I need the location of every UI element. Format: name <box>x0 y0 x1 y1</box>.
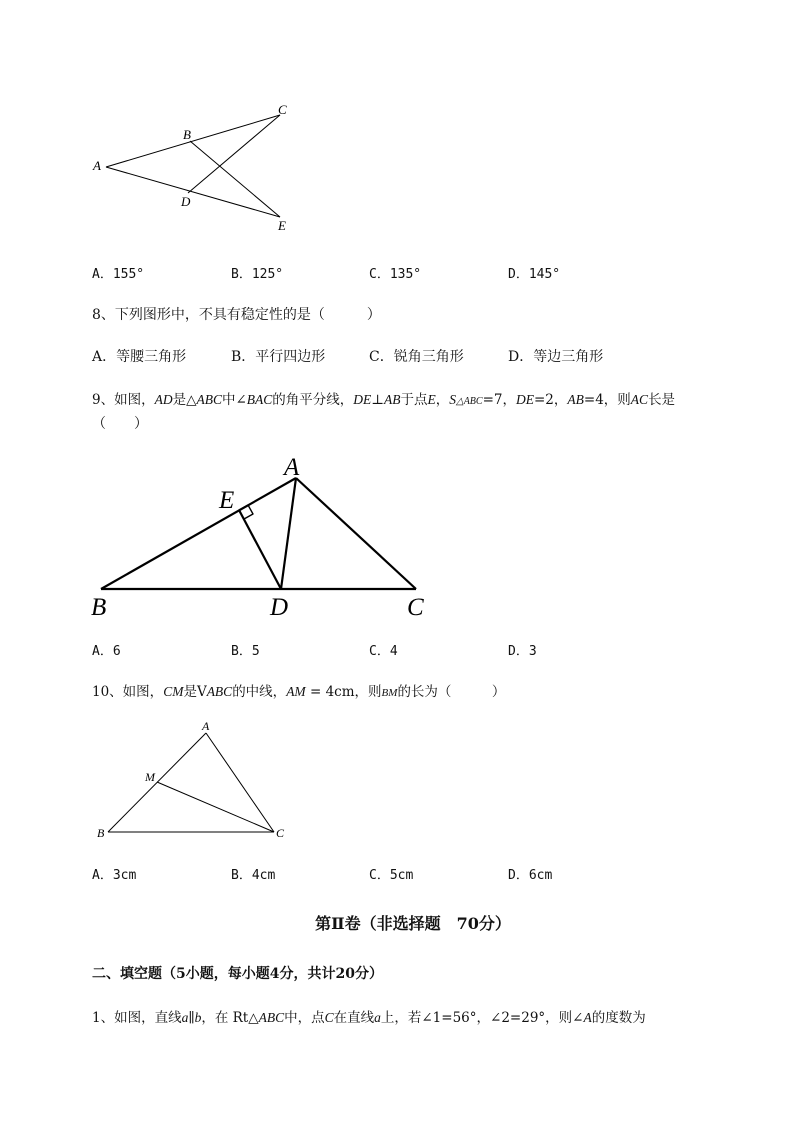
q10-option-d: D．6cm <box>508 868 553 883</box>
label-B: B <box>97 826 105 840</box>
q10-option-a: A．3cm <box>92 868 137 883</box>
q8-option-c: C．锐角三角形 <box>369 349 464 365</box>
label-B: B <box>91 594 107 621</box>
q10-option-c: C．5cm <box>369 868 414 883</box>
label-C: C <box>407 594 424 621</box>
line-AE <box>106 167 280 217</box>
line-AD <box>281 478 296 589</box>
label-E: E <box>219 487 235 514</box>
line-AC <box>106 115 280 167</box>
label-M: M <box>145 770 155 784</box>
line-DC <box>188 115 280 193</box>
q9-blank: （ ） <box>92 416 148 432</box>
line-AC <box>296 478 416 589</box>
q8-stem: 8、下列图形中，不具有稳定性的是（ ） <box>92 307 381 323</box>
q8-option-a: A．等腰三角形 <box>92 349 187 365</box>
label-C: C <box>276 826 285 840</box>
q9-stem: 9、如图，AD是△ABC中∠BAC的角平分线，DE⊥AB于点E，S△ABC=7，DE=2，AB=4，则AC长是 <box>92 392 676 408</box>
label-D: D <box>270 594 289 621</box>
q10-option-b: B．4cm <box>231 868 276 883</box>
q8-option-b: B．平行四边形 <box>231 349 326 365</box>
q7-option-c: C．135° <box>369 267 422 282</box>
q7-option-d: D．145° <box>508 267 561 282</box>
q10-stem: 10、如图，CM是VABC的中线，AM = 4cm，则BM的长为（ ） <box>92 684 506 700</box>
q9-option-d: D．3 <box>508 644 537 659</box>
label-A: A <box>284 454 300 481</box>
q9-option-a: A．6 <box>92 644 121 659</box>
line-BA <box>101 478 296 589</box>
q8-option-d: D．等边三角形 <box>508 349 604 365</box>
label-B: B <box>183 127 191 142</box>
figure-q10 <box>90 715 300 845</box>
line-BE <box>190 141 280 217</box>
line-ED <box>239 510 281 589</box>
q9-option-b: B．5 <box>231 644 260 659</box>
label-A: A <box>93 158 101 173</box>
fill-q1-stem: 1、如图，直线a∥b，在 Rt△ABC中，点C在直线a上，若∠1=56°，∠2=29°，则∠A的度数为 <box>92 1010 646 1026</box>
figure-q7 <box>80 95 310 240</box>
label-C: C <box>278 102 287 117</box>
label-E: E <box>278 218 286 233</box>
q7-option-b: B．125° <box>231 267 284 282</box>
fill-section-header: 二、填空题（5小题，每小题4分，共计20分） <box>92 966 383 982</box>
figure-q9 <box>85 448 440 623</box>
part2-title: 第Ⅱ卷（非选择题 70分） <box>315 914 511 933</box>
q9-option-c: C．4 <box>369 644 398 659</box>
label-D: D <box>181 194 191 209</box>
q7-option-a: A．155° <box>92 267 145 282</box>
label-A: A <box>202 719 210 733</box>
